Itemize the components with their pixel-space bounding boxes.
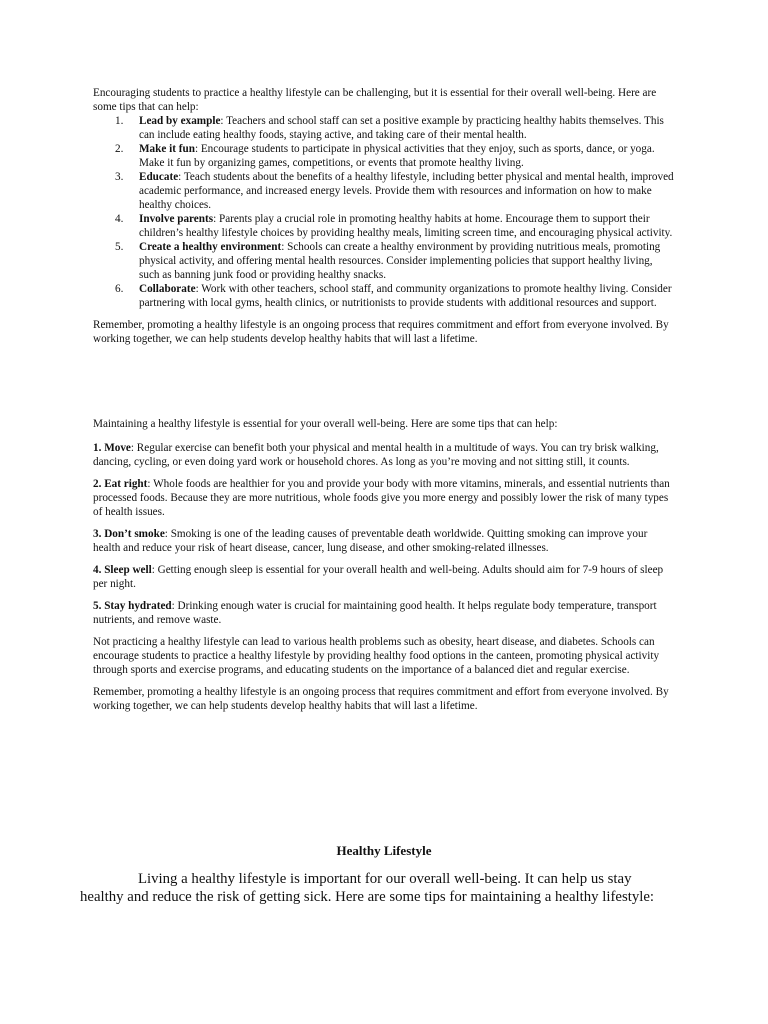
tip-title: 1. Move [93, 442, 131, 454]
item-number: 1. [115, 115, 124, 127]
body-paragraph: Not practicing a healthy lifestyle can lead to various health problems such as obesity, heart disease, and diabetes. Schools can encourage students to practice a healthy lifestyle by providing healthy food options in the canteen, promoting physical activity through sports and exercise programs, and educating students on the importance of a balanced diet and regular exercise. [93, 636, 660, 676]
list-item [93, 114, 675, 142]
tip-paragraph [93, 599, 675, 627]
tip-paragraph [93, 441, 675, 469]
tip-title: 5. Stay hydrated [93, 600, 172, 612]
list-item [93, 170, 675, 212]
item-text: : Work with other teachers, school staff, and community organizations to promote healthy living. Consider partnering with local gyms, health clinics, or nutritionists to provide students with additional resources and support. [139, 283, 672, 309]
item-text: : Encourage students to participate in physical activities that they enjoy, such as sports, dance, or yoga. Make it fun by organizing games, competitions, or events that promote healthy living. [139, 143, 655, 169]
item-title: Collaborate [139, 283, 196, 295]
item-title: Make it fun [139, 143, 195, 155]
item-text: : Parents play a crucial role in promoting healthy habits at home. Encourage them to support their children’s healthy lifestyle choices by providing healthy meals, limiting screen time, and encouraging physical activity. [139, 213, 673, 239]
tip-text: : Drinking enough water is crucial for maintaining good health. It helps regulate body temperature, transport nutrients, and remove waste. [93, 600, 657, 626]
item-number: 6. [115, 283, 124, 295]
tip-title: 2. Eat right [93, 478, 148, 490]
list-item [93, 240, 675, 282]
tip-paragraph [93, 527, 675, 555]
item-title: Create a healthy environment [139, 241, 282, 253]
tip-text: : Regular exercise can benefit both your physical and mental health in a multitude of ways. You can try brisk walking, dancing, cycling, or even doing yard work or household chores. As long as you’re moving and not sitting still, it counts. [93, 442, 659, 468]
section-school-tips [93, 86, 675, 346]
tip-text: : Getting enough sleep is essential for your overall health and well-being. Adults should aim for 7-9 hours of sleep per night. [93, 564, 664, 590]
tips-numbered-list [93, 114, 675, 310]
section-healthy-lifestyle [80, 870, 670, 906]
section-heading: Healthy Lifestyle [336, 843, 432, 858]
section-lifestyle-tips [93, 417, 675, 721]
tip-text: : Whole foods are healthier for you and provide your body with more vitamins, minerals, and essential nutrients than processed foods. Because they are more nutritious, whole foods give you more energy and possibly lower the risk of many types of health issues. [93, 478, 670, 518]
list-item [93, 142, 675, 170]
closing-paragraph: Remember, promoting a healthy lifestyle is an ongoing process that requires commitment and effort from everyone involved. By working together, we can help students develop healthy habits that will last a lifetime. [93, 319, 669, 345]
tip-text: : Smoking is one of the leading causes of preventable death worldwide. Quitting smoking can improve your health and reduce your risk of heart disease, cancer, lung disease, and other smoking-related illnesses. [93, 528, 648, 554]
tip-paragraph [93, 477, 675, 519]
item-title: Educate [139, 171, 179, 183]
item-title: Involve parents [139, 213, 214, 225]
item-text: : Schools can create a healthy environment by providing nutritious meals, promoting physical activity, and offering mental health resources. Consider implementing policies that support healthy living, such as banning junk food or providing healthy snacks. [139, 241, 661, 281]
closing-paragraph: Remember, promoting a healthy lifestyle is an ongoing process that requires commitment and effort from everyone involved. By working together, we can help students develop healthy habits that will last a lifetime. [93, 686, 669, 712]
item-text: : Teachers and school staff can set a positive example by practicing healthy habits themselves. This can include eating healthy foods, staying active, and taking care of their mental health. [139, 115, 664, 141]
tip-paragraph [93, 563, 675, 591]
tip-title: 3. Don’t smoke [93, 528, 165, 540]
list-item [93, 212, 675, 240]
item-number: 5. [115, 241, 124, 253]
item-text: : Teach students about the benefits of a healthy lifestyle, including better physical and mental health, improved academic performance, and increased energy levels. Provide them with resources and information on how to make healthy choices. [139, 171, 674, 211]
body-paragraph: Living a healthy lifestyle is important for our overall well-being. It can help us stay healthy and reduce the risk of getting sick. Here are some tips for maintaining a healthy lifestyle: [80, 871, 655, 905]
tip-title: 4. Sleep well [93, 564, 152, 576]
item-number: 3. [115, 171, 124, 183]
item-title: Lead by example [139, 115, 221, 127]
intro-paragraph: Encouraging students to practice a healthy lifestyle can be challenging, but it is essential for their overall well-being. Here are some tips that can help: [93, 87, 657, 113]
item-number: 2. [115, 143, 124, 155]
list-item [93, 282, 675, 310]
item-number: 4. [115, 213, 124, 225]
intro-paragraph: Maintaining a healthy lifestyle is essential for your overall well-being. Here are some tips that can help: [93, 418, 558, 430]
